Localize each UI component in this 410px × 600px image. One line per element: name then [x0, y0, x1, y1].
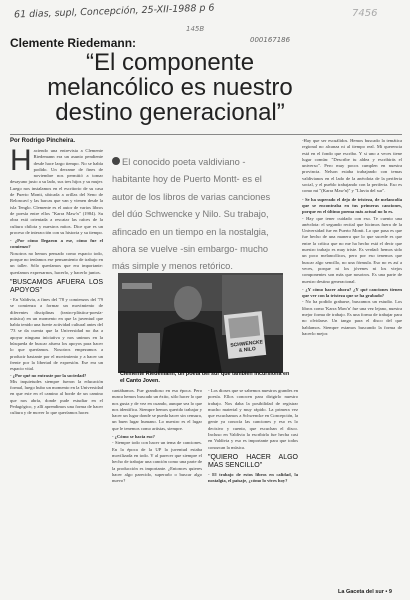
subheading-sencillo: "QUIERO HACER ALGO MAS SENCILLO" — [208, 453, 298, 469]
article-column-4 — [302, 138, 402, 337]
handwritten-catalog-number: 000167186 — [250, 36, 291, 44]
interview-answer: - En Valdivia, a fines del '78 y comienzos del '79 se comienza a formar un movimiento de diferentes disciplinas (teatro-plástica-poesía-música) en un momento en que la juventud que había tenido una fuerte actividad cultural antes del '73 se da cuenta que la Universidad no iba a apoyar ninguna iniciativa y nos unimos en la búsqueda de buscar afuera los apoyos para hacer lo que queríamos. Nosotros empezamos a producir bastante por el movimiento y a hacer un frente por la libertad de expresión. Ese era un espacio vital. — [10, 296, 103, 372]
interview-answer: - No ha podido grabarse, buscamos un estudio. Los libros como 'Karra Maw'n' fue una vez lejano, nuestra mejor forma de trabajo. Es una forma de trabajar para no olvidarse. Un tango para el disco del que hablamos. Siempre estamos buscando la forma de hacerlo mejor. — [302, 299, 402, 336]
photo-caption: Clemente Riedemann, un poeta del sur que también incursiona en el Canto Joven. — [120, 371, 290, 384]
interview-question: - ¿Por qué no entraste por la sociedad? — [10, 372, 87, 378]
blurb-line: del dúo Schwencke y Nilo. Su trabajo, — [112, 209, 269, 220]
article-column-2 — [112, 388, 202, 484]
blurb-line: más simple y menos retórico. — [112, 261, 233, 272]
body-paragraph: cantábamos. Fue grandioso en esa época. Pero nunca hemos buscado un éxito, sólo hacer lo que nos gusta y de vez en cuando, aunque sea lo que nos identifica. Siempre hemos querido trabajar y hacer un lugar donde se pueda hacer sin censura, un buen lugar humano. Lo nuestro es el lugar que le tenemos como artistas, siempre. — [112, 388, 202, 431]
blurb-line: habitante hoy de Puerto Montt- es el — [112, 174, 262, 185]
article-column-3 — [208, 388, 298, 485]
interview-question: - Se ha superado el dejo de tristeza, de melancolía que se encontraba en tus primeras canciones, porque en el último poema más actual no lo es. — [302, 196, 402, 215]
article-headline: “El componente melancólico es nuestro destino generacional” — [47, 49, 293, 126]
article-byline: Por Rodrigo Pincheira. — [10, 138, 76, 144]
interview-question: - El trabajo de estos libros en calidad, la nostalgia, el paisaje, ¿cómo lo vives hoy? — [208, 471, 298, 484]
article-lead-blurb — [112, 154, 298, 276]
article-column-1 — [10, 144, 103, 417]
bullet-icon — [112, 157, 120, 165]
header-divider — [10, 134, 402, 135]
handwritten-reference: 61 dias, supl, Concepción, 25-XII-1988 p 6 — [13, 2, 215, 21]
page-footer: La Gaceta del sur • 9 — [338, 589, 392, 595]
interview-answer: Mis inquietudes siempre fueron la educación formal, luego hubo un momento en la Universidad en que este en el camino al borde de un camino que nos abría, donde pude estudiar en el Pedagógico, y allí aprendimos una forma de hacer cultura y de mover lo que queríamos hacer. — [10, 378, 103, 416]
article-kicker: Clemente Riedemann: — [10, 36, 137, 50]
interview-answer: - Hay que tener cuidado con eso. Te cuento una anécdota: el segundo recital que hicimos fuera de la Universidad fue en Puerto Montt. Lo que pasa es que fue hecho de una manera que lo que sucede es que entre la crítica que no me ha hecho está el decir que nuestro trabajo es muy triste. Es verdad: hemos sido un poco melancólicos, pero por eso tenemos que buscar algo sencillo, no una fórmula. Eso no es así a veces, porque ni los jóvenes ni los viejos componentes son más que nosotros. Es una parte de nuestro destino generacional. — [302, 215, 402, 284]
record-cover-label: SCHWENCKE & NILO — [230, 339, 264, 354]
interview-answer: Nosotros no hemos pensado como espacio todo, porque no teníamos ese pensamiento de trabajo en un taller. Sólo queríamos que era importante: queríamos expresarnos, hacerlo, y hacerlo juntos. — [10, 250, 103, 275]
interview-question: - ¿Y cómo hacer ahora? ¿Y qué canciones tienen que ver con la tristeza que se ha grabado? — [302, 286, 402, 299]
handwritten-code: 145B — [186, 25, 205, 33]
blurb-line: afincado en un tiempo en la nostalgia, — [112, 226, 269, 237]
intro-paragraph: aciendo una entrevista a Clemente Riedemann era un asunto pendiente desde hace largo tiempo. No se había podido. Un derrame de fines de noviembre nos permitió a tomar desayuno justo a su lado, sus tres hijos y su mujer. Luego nos instalamos en el escritorio de su casa de Puerto Montt, ubicada a orillas del Seno de Reloncaví y las barcas que van y vienen desde la isla Tenglo. Clemente es el autor de varios libros de poesía entre ellos "Karra Maw'n" (1984). Su obra está orientada a rescatar las raíces de la cultura chilota y nuestros mitos. Dice que es un proceso de interacción con su historia y su tiempo. — [10, 148, 103, 235]
blurb-line: autor de los libros de varias canciones — [112, 191, 271, 202]
body-paragraph: -Hay que ser escuálidos. Hemos buscado la temática regional no alcanza ni al tiempo real. Mi querencia está en el fondo que escribo. Y si uno a veces tiene lugar común: "Describe tu aldea y escribirás el universo". Pero muy pocos cumplen en nuestra provincia. Nelson estaba trabajando con temas valdivianos en el lado de la anécdota de la periferia social, y el pueblo trabajando con la periferia. Eso es como mi "(Karra Maw'n)" y "Lluvia del sur". — [302, 138, 402, 194]
portrait-photo — [118, 273, 283, 373]
drop-cap: H — [10, 144, 32, 177]
handwritten-corner-number: 7456 — [352, 8, 378, 19]
body-paragraph: - Los dioses que se sabemos nuestros grandes en poesía. Ellos conocen para dirigirlo nuestro trabajo. Nos daba la posibilidad de registrar mucho material y muy rápido. La primera vez que escuchamos a Schwencke en Concepción, la gente ya conocía las canciones y eso es lo decisivo y cuento, que escuchan el disco. Incluso en Valdivia la escribirla fue hecha casi en Valdivia y eso es importante para que todos conozcan la música. — [208, 388, 298, 450]
interview-question: - ¿Por cómo llegaron a ese, cómo fue el comienzo? — [10, 238, 103, 250]
interview-question: - ¿Cómo se hacía eso? — [112, 434, 155, 440]
subheading-apoyos: "BUSCAMOS AFUERA LOS APOYOS" — [10, 278, 103, 294]
blurb-line: El conocido poeta valdiviano - — [122, 157, 246, 167]
interview-answer: - Siempre todo con hacer un tema de canciones. En la época de la UP la juventud estaba movilizada en todo. Y al parecer que siempre el hecho de trabajar una canción como una parte de la producción es importante. ¿Entonces quieres hacer algo parecido, superarlo o buscar algo nuevo? — [112, 440, 202, 484]
blurb-line: ahora se vuelve -sin embargo- mucho — [112, 244, 269, 255]
